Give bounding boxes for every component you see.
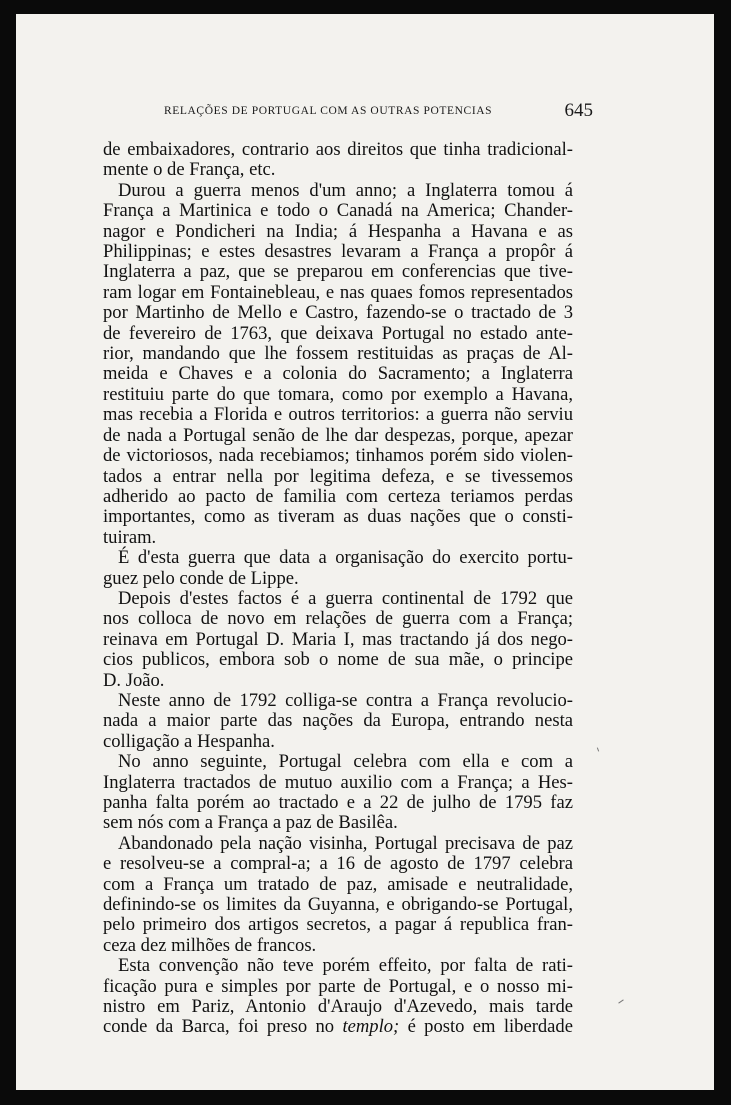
text-line [103,1017,573,1037]
text-line: por Martinho de Mello e Castro, fazendo-se o tractado de 3 [103,302,573,324]
text-line: nos colloca de novo em relações de guerra com a França; [103,608,573,630]
text-line: No anno seguinte, Portugal celebra com ella e com a [118,751,573,773]
text-line: de fevereiro de 1763, que deixava Portugal no estado ante- [103,322,573,344]
text-line: colligação a Hespanha. [103,730,275,752]
running-head [109,100,593,124]
text-line: ficação pura e simples por parte de Portugal, e o nosso mi- [103,975,573,997]
text-line: cios publicos, embora sob o nome de sua mãe, o principe [103,649,573,671]
page-number: 645 [564,100,593,121]
text-line: tados a entrar nella por legitima defeza, e se tivessemos [103,465,573,487]
text-line: pelo primeiro dos artigos secretos, a pagar á republica fran- [103,914,573,936]
text-fragment: é posto em liberdade [407,1016,573,1038]
text-line: mas recebia a Florida e outros territorios: a guerra não serviu [103,404,573,426]
text-line: ceza dez milhões de francos. [103,934,317,956]
text-line: Neste anno de 1792 colliga-se contra a França revolucio- [118,689,573,711]
text-line: mente o de França, etc. [103,159,276,181]
text-line: Durou a guerra menos d'um anno; a Inglaterra tomou á [118,179,573,201]
text-line: adherido ao pacto de familia com certeza teriamos perdas [103,485,573,507]
text-line: nistro em Pariz, Antonio d'Araujo d'Azevedo, mais tarde [103,996,573,1018]
text-line: Inglaterra tractados de mutuo auxilio com a França; a Hes- [103,771,573,793]
text-line: rior, mandando que lhe fossem restituidas as praças de Al- [103,343,573,365]
text-line: definindo-se os limites da Guyanna, e obrigando-se Portugal, [103,894,573,916]
text-line: de victoriosos, nada recebiamos; tinhamos porém sido violen- [103,445,573,467]
text-line: ram logar em Fontainebleau, e nas quaes fomos representados [103,281,573,303]
text-fragment: conde da Barca, foi preso no [103,1016,335,1038]
text-line: Philippinas; e estes desastres levaram a França a propôr á [103,241,573,263]
text-line: nagor e Pondicheri na India; á Hespanha a Havana e as [103,220,573,242]
text-line: É d'esta guerra que data a organisação do exercito portu- [118,547,573,569]
text-line: panha falta porém ao tractado e a 22 de julho de 1795 faz [103,792,573,813]
text-line: nada a maior parte das nações da Europa, entrando nesta [103,710,573,732]
text-line: Abandonado pela nação visinha, Portugal precisava de paz [118,832,573,854]
text-line: importantes, como as tiveram as duas nações que o consti- [103,506,573,528]
text-line: restituiu parte do que tomara, como por exemplo a Havana, [103,383,573,405]
text-line: Esta convenção não teve porém effeito, por falta de rati- [118,955,573,977]
book-page [16,14,714,1090]
text-line: sem nós com a França a paz de Basilêa. [103,812,398,834]
text-line: de nada a Portugal senão de lhe dar despezas, porque, apezar [103,424,573,446]
italic-word: templo; [342,1016,400,1038]
text-line: Depois d'estes factos é a guerra continental de 1792 que [118,587,573,609]
body-text [103,140,573,1038]
running-title: RELAÇÕES DE PORTUGAL COM AS OUTRAS POTENCIAS [164,105,493,117]
text-line: de embaixadores, contrario aos direitos que tinha tradicional- [103,139,573,160]
text-line: e resolveu-se a compral-a; a 16 de agosto de 1797 celebra [103,853,573,875]
text-line: Inglaterra a paz, que se preparou em conferencias que tive- [103,261,573,283]
scan-speck [597,747,599,751]
text-line: França a Martinica e todo o Canadá na America; Chander- [103,200,573,222]
text-line: tuiram. [103,526,157,548]
text-line: reinava em Portugal D. Maria I, mas tractando já dos nego- [103,628,573,650]
text-line: D. João. [103,669,165,691]
text-line: meida e Chaves e a colonia do Sacramento; a Inglaterra [103,363,573,385]
text-line: com a França um tratado de paz, amisade e neutralidade, [103,873,573,895]
text-line: guez pelo conde de Lippe. [103,567,299,589]
scan-speck [618,999,623,1003]
